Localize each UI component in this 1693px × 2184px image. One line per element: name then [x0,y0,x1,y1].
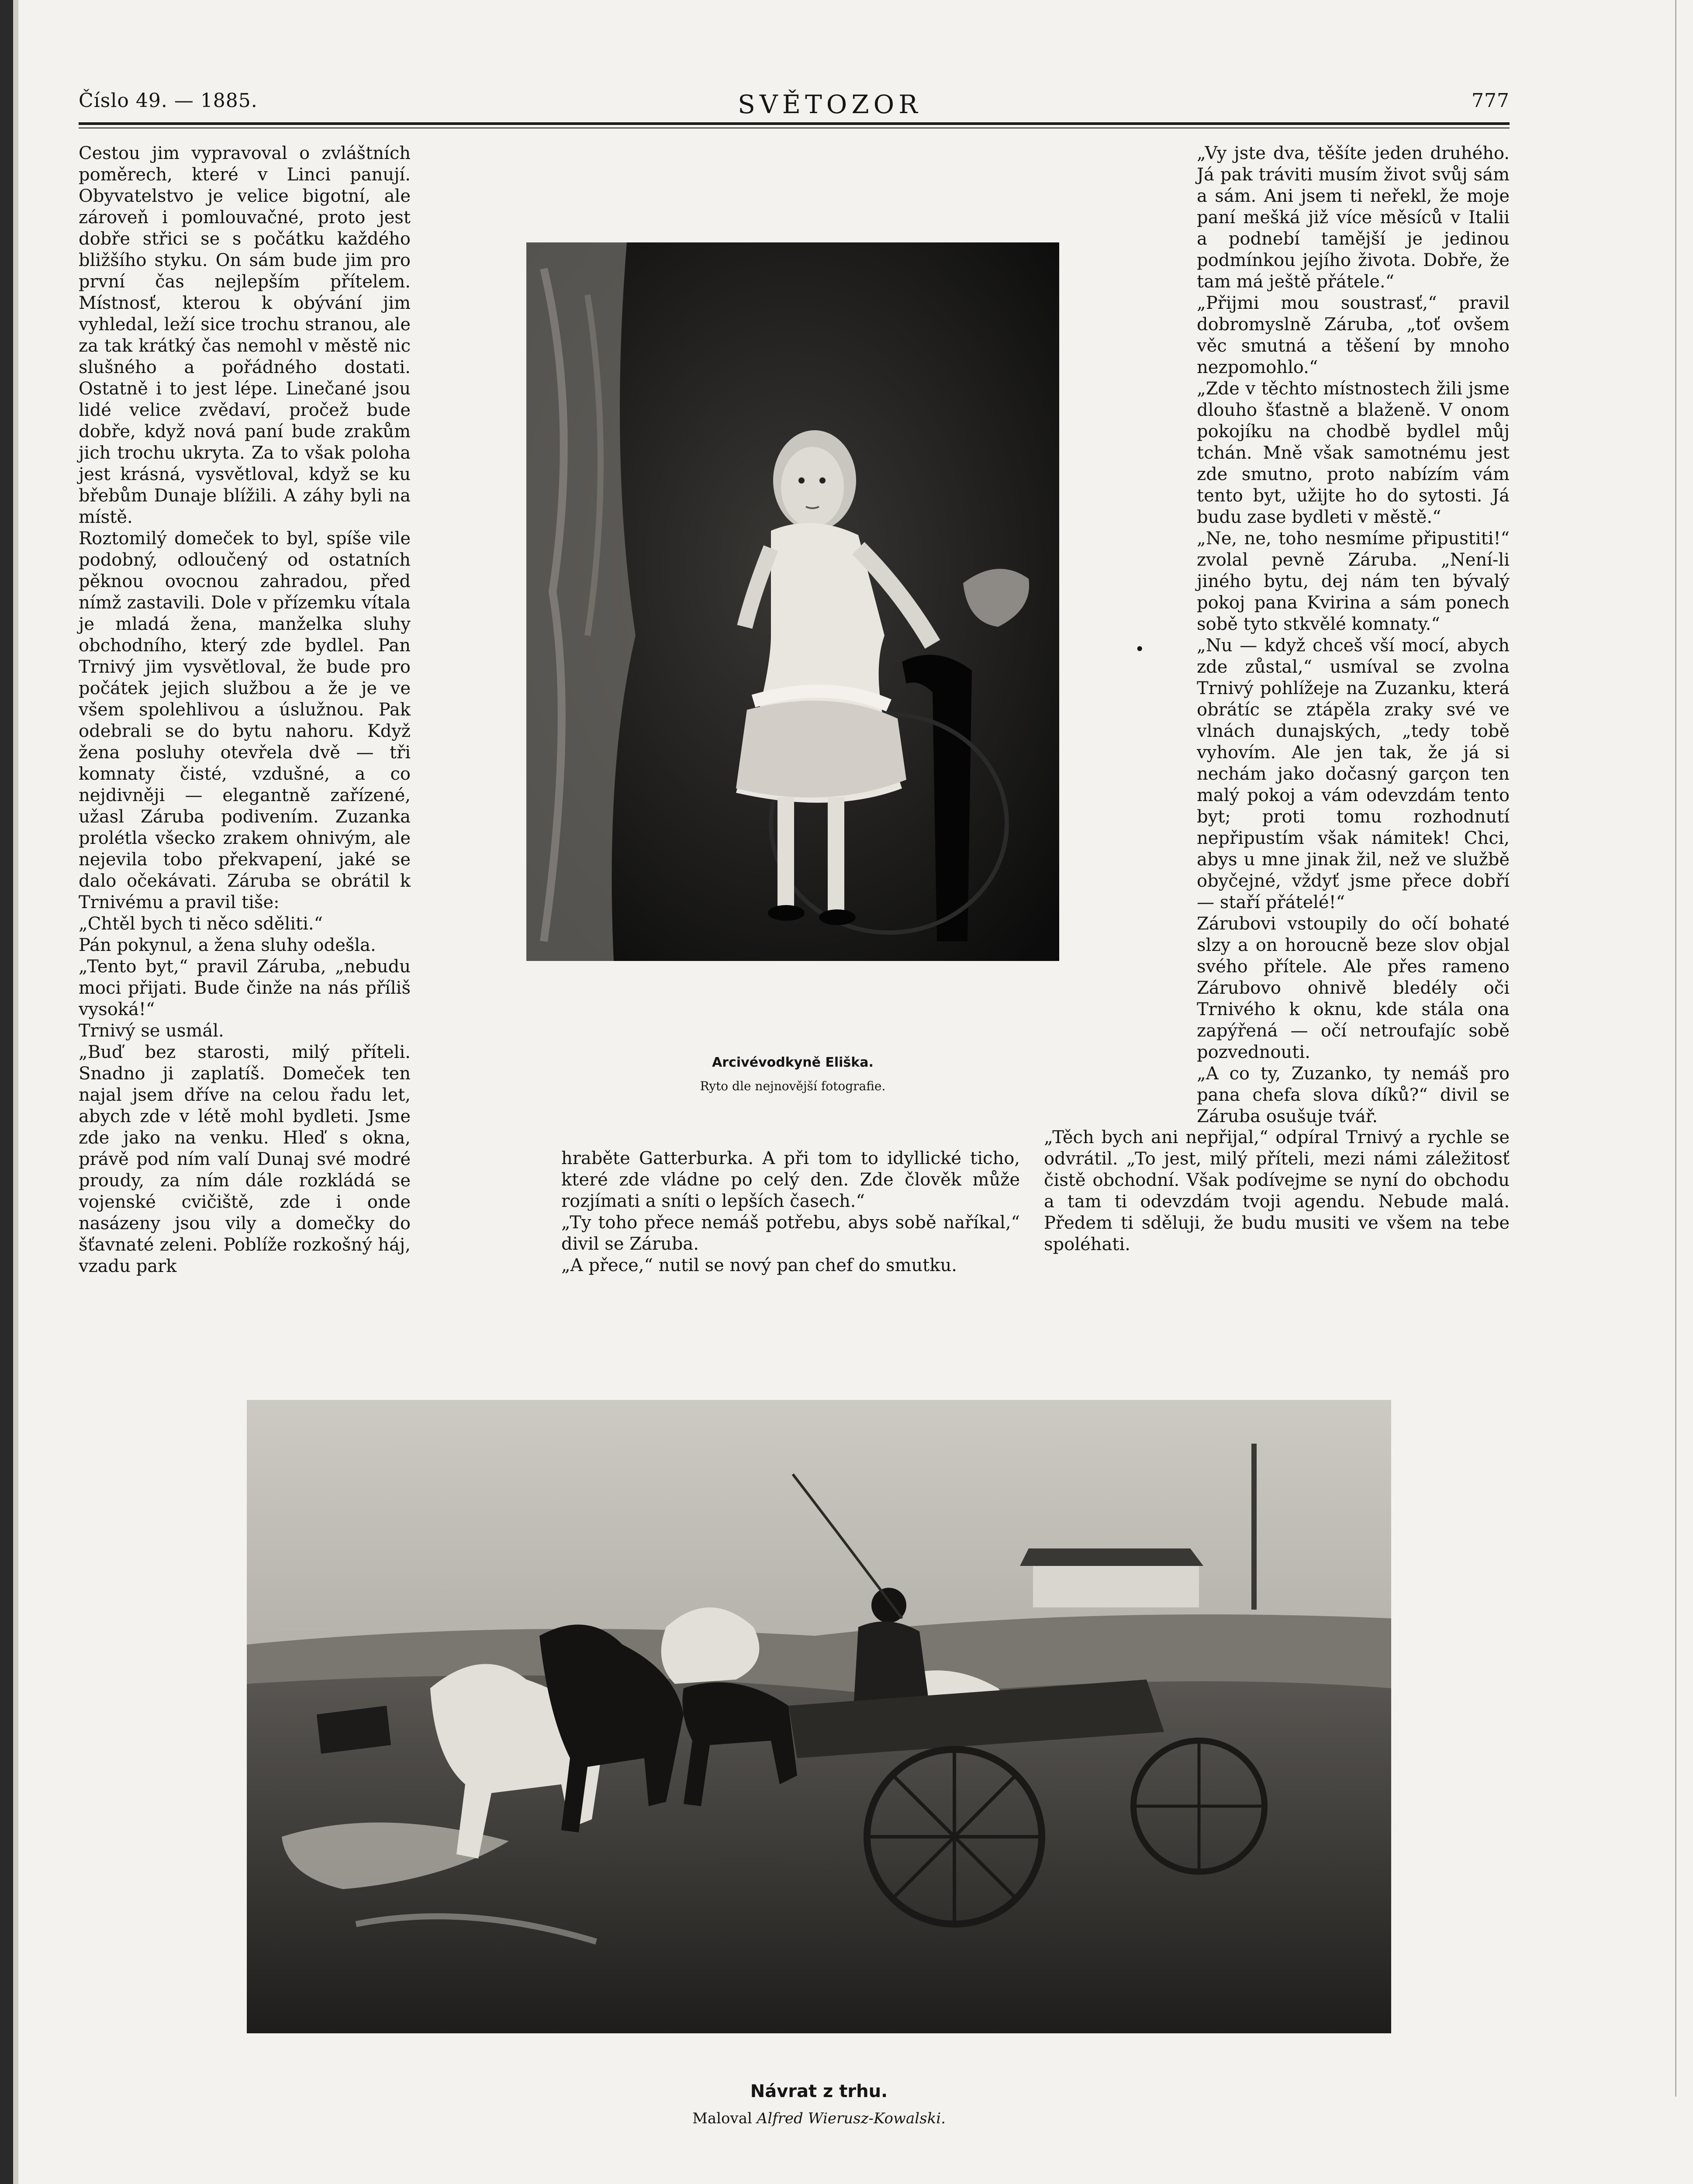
portrait-caption: Arcivévodkyně Eliška. [712,1055,874,1070]
page-right-edge [1675,0,1676,2097]
page-binding-edge [0,0,13,2184]
journal-title: SVĚTOZOR [738,90,922,119]
horse-cart-scene [247,1400,1391,2033]
portrait-photograph [526,242,1059,961]
engraving-credit-prefix: Maloval [692,2110,752,2127]
issue-number: Číslo 49. — 1885. [79,90,258,112]
page-number: 777 [1472,90,1510,112]
page-binding-shadow [13,0,18,2184]
margin-dot: • [1135,639,1145,659]
text-column-right: „Vy jste dva, těšíte jeden druhého. Já pak tráviti musím život svůj sám a sám. Ani jsem ti neřekl, že moje paní mešká již více měsíců v Italii a podnebí tamější je jedinou podmínkou jejího života. Dobře, že tam má ještě přátele.“ „Přijmi mou soustrasť,“ pravil dobromyslně Záruba, „toť ovšem věc smutná a těšení by mnoho nezpomohlo.“ „Zde v těchto místnostech žili jsme dlouho šťastně a blaženě. V onom pokojíku na chodbě bydlel můj tchán. Mně však samotnému jest zde smutno, proto nabízím vám tento byt, užijte ho do sytosti. Já budu zase bydleti v městě.“ „Ne, ne, toho nesmíme připustiti!“ zvolal pevně Záruba. „Není-li jiného bytu, dej nám ten bývalý pokoj pana Kvirina a sám ponech sobě tyto stkvělé komnaty.“ „Nu — když chceš vší mocí, abych zde zůstal,“ usmíval se zvolna Trnivý pohlížeje na Zuzanku, která obrátíc se ztápěla zraky své ve vlnách dunajských, „tedy tobě vyhovím. Ale jen tak, že já si nechám jako dočasný garçon ten malý pokoj a vám odevzdám tento byt; proti tomu rozhodnutí nepřipustím však námitek! Chci, abys u mne jinak žil, než ve službě obyčejné, vždyť jsme přece dobří — staří přátelé!“ Zárubovi vstoupily do očí bohaté slzy a on horoucně beze slov objal svého přítele. Ale přes rameno Zárubovo ohnivě bledély oči Trnivého k oknu, kde stála ona zapýřená — očí netroufajíc sobě pozvednouti. „A co ty, Zuzanko, ty nemáš pro pana chefa slova díků?“ divil se Záruba osušuje tvář. [1197,143,1510,1127]
portrait-credit: Ryto dle nejnovější fotografie. [700,1079,886,1093]
header-rule-thick [79,122,1510,125]
engraving-artist: Alfred Wierusz-Kowalski. [757,2110,946,2127]
portrait-illustration [526,242,1059,961]
engraving-caption: Návrat z trhu. [750,2081,888,2101]
text-column-middle-bottom: hraběte Gatterburka. A při tom to idyllické ticho, které zde vládne po celý den. Zde člověk může rozjímati a sníti o lepších časech.“ „Ty toho přece nemáš potřebu, abys sobě naříkal,“ divil se Záruba. „A přece,“ nutil se nový pan chef do smutku. [561,1148,1020,1275]
engraving-credit [524,2110,1114,2127]
text-column-right-bottom: „Těch bych ani nepřijal,“ odpíral Trnivý a rychle se odvrátil. „To jest, milý příteli, mezi námi záležitosť čistě obchodní. Však podívejme se nyní do obchodu a tam ti odevzdám tvoji agendu. Nebude malá. Předem ti sděluji, že budu musiti ve všem na tebe spoléhati. [1044,1127,1510,1254]
engraving-illustration [247,1400,1391,2033]
text-column-left: Cestou jim vypravoval o zvláštních poměrech, které v Linci panují. Obyvatelstvo je velice bigotní, ale zároveň i pomlouvačné, proto jest dobře střici se s počátku každého bližšího styku. On sám bude jim pro první čas nejlepším přítelem. Místnosť, kterou k obývání jim vyhledal, leží sice trochu stranou, ale za tak krátký čas nemohl v městě nic slušného a pořádného dostati. Ostatně i to jest lépe. Linečané jsou lidé velice zvědaví, pročež bude dobře, když nová paní bude zrakům jich trochu ukryta. Za to však poloha jest krásná, vysvětloval, když se ku břebům Dunaje blížili. A záhy byli na místě. Roztomilý domeček to byl, spíše vile podobný, odloučený od ostatních pěknou ovocnou zahradou, před nímž zastavili. Dole v přízemku vítala je mladá žena, manželka sluhy obchodního, který zde bydlel. Pan Trnivý jim vysvětloval, že bude pro počátek jejich službou a že je ve všem spolehlivou a úslužnou. Pak odebrali se do bytu nahoru. Když žena posluhy otevřela dvě — tři komnaty čisté, vzdušné, a co nejdivněji — elegantně zařízené, užasl Záruba podivením. Zuzanka prolétla všecko zrakem ohnivým, ale nejevila tobo překvapení, jaké se dalo očekávati. Záruba se obrátil k Trnivému a pravil tiše: „Chtěl bych ti něco sděliti.“ Pán pokynul, a žena sluhy odešla. „Tento byt,“ pravil Záruba, „nebudu moci přijati. Bude činže na nás příliš vysoká!“ Trnivý se usmál. „Buď bez starosti, milý příteli. Snadno ji zaplatíš. Domeček ten najal jsem dříve na celou řadu let, abych zde v létě mohl bydleti. Jsme zde jako na venku. Hleď s okna, právě pod ním valí Dunaj své modré proudy, za ním dále rozkládá se vojenské cvičiště, zde i onde nasázeny jsou vily a domečky do šťavnaté zeleni. Poblíže rozkošný háj, vzadu park [79,143,411,1276]
